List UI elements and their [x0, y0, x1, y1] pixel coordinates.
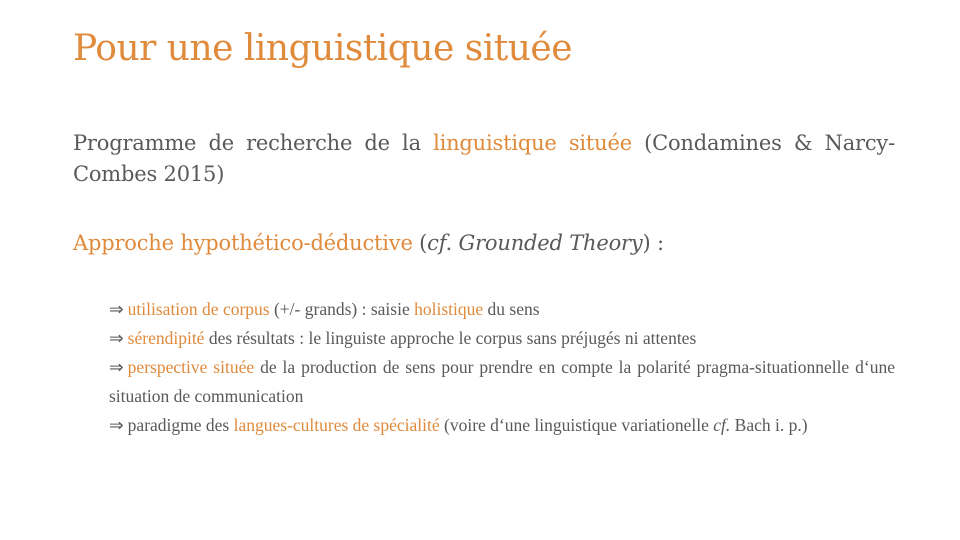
- paragraph1-text-after: (Condamines & Narcy-Combes 2015): [73, 131, 895, 186]
- bullet-text: (voire d‘une linguistique variationelle: [439, 415, 714, 435]
- bullet-highlight: sérendipité: [127, 328, 205, 348]
- bullet-highlight: langues-cultures de spécialité: [233, 415, 440, 435]
- bullet-item: [109, 411, 895, 440]
- paragraph2-close: ) :: [642, 231, 664, 255]
- bullet-item: [109, 324, 895, 353]
- bullet-highlight: holistique: [414, 299, 484, 319]
- paragraph2-italic: cf. Grounded Theory: [427, 231, 643, 255]
- implies-arrow-icon: ⇒: [109, 328, 124, 348]
- bullet-list: [109, 295, 895, 440]
- bullet-highlight: perspective située: [127, 357, 255, 377]
- implies-arrow-icon: ⇒: [109, 299, 124, 319]
- bullet-text: paradigme des: [127, 415, 234, 435]
- approach-paragraph: [73, 228, 895, 259]
- bullet-item: [109, 353, 895, 411]
- implies-arrow-icon: ⇒: [109, 415, 124, 435]
- research-program-paragraph: [73, 128, 895, 190]
- implies-arrow-icon: ⇒: [109, 357, 124, 377]
- paragraph1-highlight: linguistique située: [433, 131, 632, 155]
- paragraph2-highlight: Approche hypothético-déductive: [73, 231, 413, 255]
- bullet-text: de la production de sens pour prendre en compte la polarité pragma-situationnelle d‘une situation de communication: [109, 357, 895, 406]
- bullet-text: du sens: [483, 299, 540, 319]
- bullet-text: cf.: [713, 415, 731, 435]
- bullet-text: des résultats : le linguiste approche le corpus sans préjugés ni attentes: [204, 328, 697, 348]
- paragraph2-open-paren: (: [412, 231, 428, 255]
- paragraph1-text-before: Programme de recherche de la: [73, 131, 434, 155]
- bullet-item: [109, 295, 895, 324]
- bullet-highlight: utilisation de corpus: [127, 299, 270, 319]
- slide-title: Pour une linguistique située: [73, 28, 573, 69]
- bullet-text: (+/- grands) : saisie: [269, 299, 415, 319]
- bullet-text: Bach i. p.): [730, 415, 808, 435]
